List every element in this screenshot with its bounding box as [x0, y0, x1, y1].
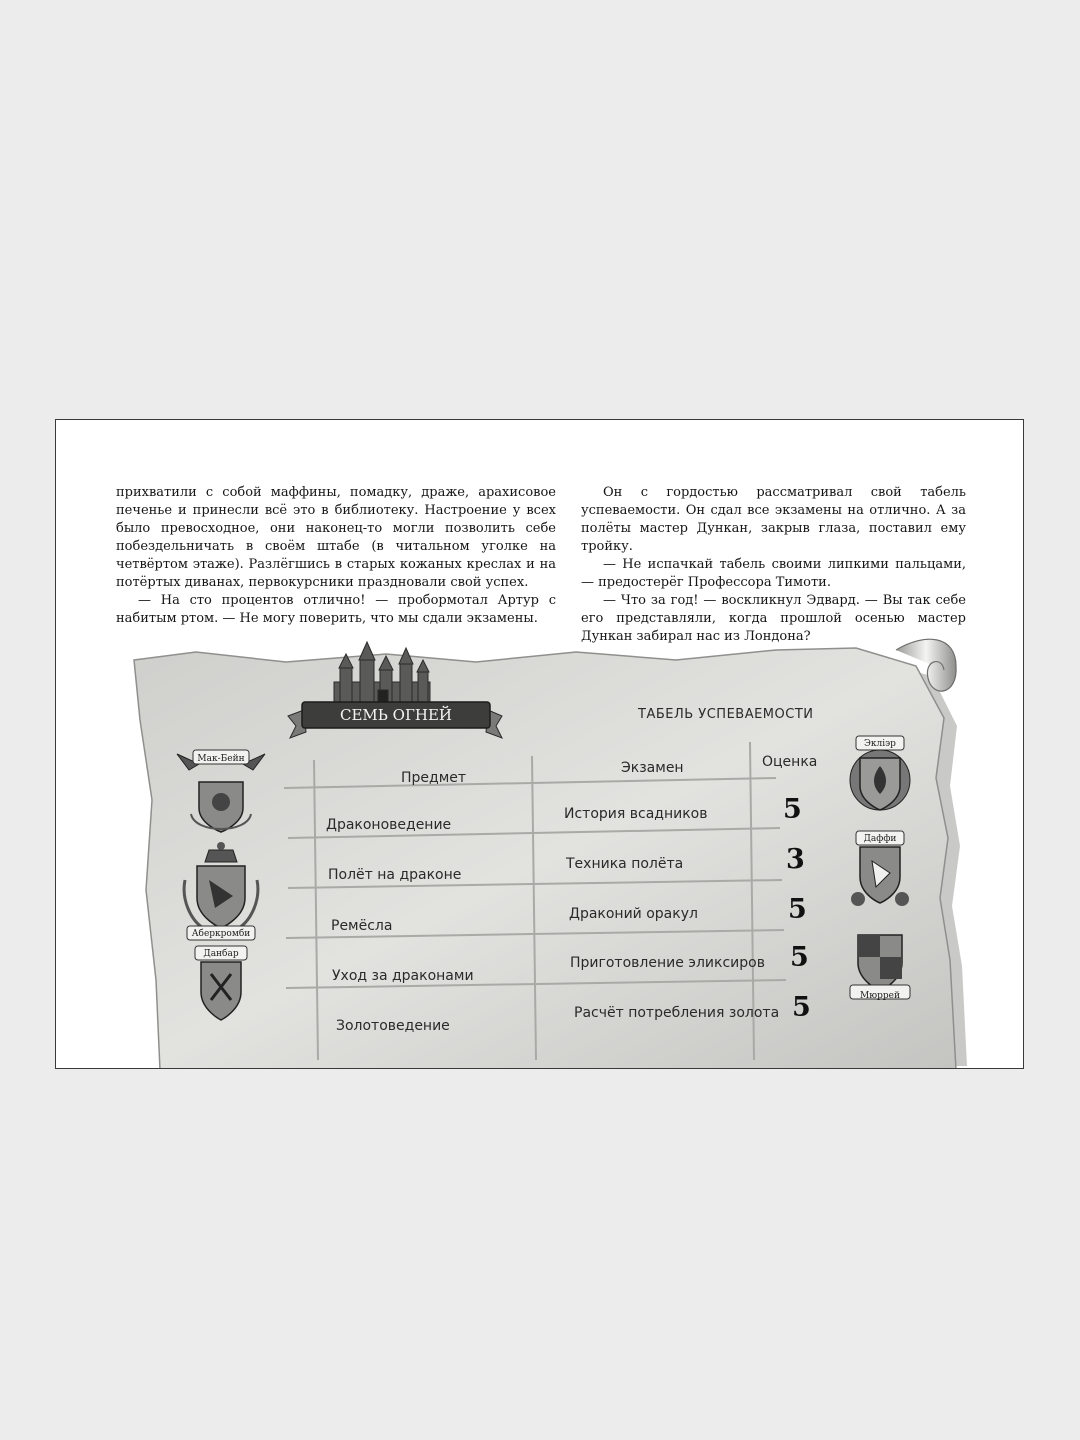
header-exam: Экзамен — [621, 760, 684, 776]
row-grade: 5 — [792, 992, 811, 1023]
row-exam: Драконий оракул — [569, 906, 698, 922]
row-exam: Расчёт потребления золота — [574, 1005, 780, 1021]
paragraph: Он с гордостью рассматривал свой табель успеваемости. Он сдал все экзамены на отлично. А за полёты мастер Дункан, закрыв глаза, поставил ему тройку. — [581, 485, 966, 554]
row-subject: Драконоведение — [326, 817, 452, 833]
header-subject: Предмет — [401, 770, 467, 786]
row-subject: Уход за драконами — [332, 968, 474, 984]
crest-label: Мюррей — [860, 991, 900, 1001]
row-grade: 5 — [788, 894, 807, 925]
row-grade: 5 — [790, 942, 809, 973]
paragraph: — На сто процентов отлично! — пробормотал Артур с набитым ртом. — Не могу поверить, что мы сдали экзамены. — [116, 593, 556, 626]
banner-title: СЕМЬ ОГНЕЙ — [339, 706, 453, 724]
row-grade: 3 — [786, 844, 805, 875]
book-spread — [55, 419, 1024, 1069]
row-subject: Ремёсла — [331, 918, 393, 934]
row-grade: 5 — [783, 794, 802, 825]
paragraph: прихватили с собой маффины, помадку, драже, арахисовое печенье и принесли всё это в библиотеку. Настроение у всех было превосходное, они наконец-то могли позволить себе побездельничать в своём штабе (в читальном уголке на четвёртом этаже). Разлёгшись в старых кожаных креслах и на потёртых диванах, первокурсники праздновали свой успех. — [116, 485, 556, 590]
header-grade: Оценка — [762, 754, 818, 770]
row-exam: История всадников — [564, 806, 708, 822]
crest-label: Даффи — [863, 834, 897, 844]
row-subject: Полёт на драконе — [328, 867, 462, 883]
row-subject: Золотоведение — [336, 1018, 450, 1034]
crest-label: Аберкромби — [191, 929, 251, 939]
crest-label: Данбар — [203, 949, 239, 959]
parchment-illustration — [56, 420, 1024, 1069]
fist-icon — [212, 793, 230, 811]
paragraph: — Что за год! — воскликнул Эдвард. — Вы так себе его представляли, когда прошлой осенью мастер Дункан забирал нас из Лондона? — [581, 593, 966, 644]
paragraph: — Не испачкай табель своими липкими пальцами, — предостерёг Профессора Тимоти. — [581, 557, 966, 590]
crest-label: Мак-Бейн — [197, 754, 245, 764]
crest-murray — [850, 935, 910, 999]
crest-label: Экліэр — [864, 739, 896, 749]
report-title: ТАБЕЛЬ УСПЕВАЕМОСТИ — [638, 707, 814, 722]
row-exam: Приготовление эликсиров — [570, 955, 765, 971]
row-exam: Техника полёта — [566, 856, 684, 872]
